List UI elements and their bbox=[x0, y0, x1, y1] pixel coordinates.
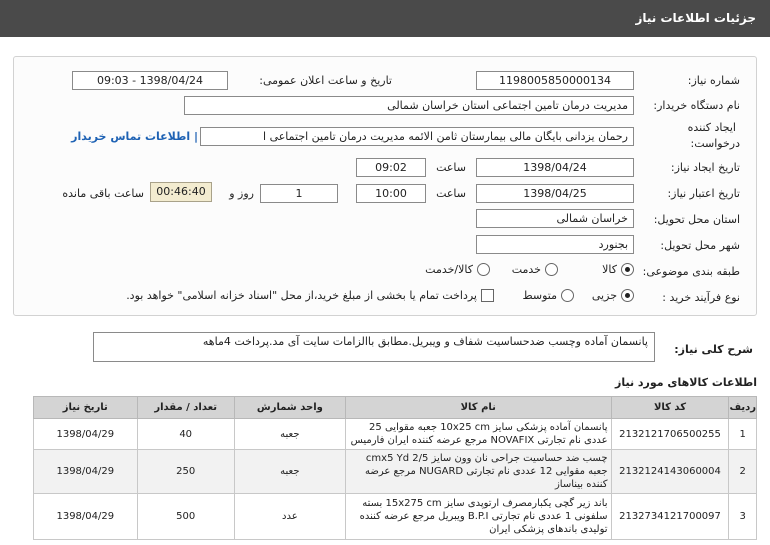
process-option-medium[interactable] bbox=[522, 289, 574, 302]
row-index: 2 bbox=[729, 450, 757, 494]
treasury-payment-note: پرداخت تمام یا بخشی از مبلغ خرید،از محل "اسناد خزانه اسلامی" خواهد بود. bbox=[126, 289, 477, 302]
item-name: پانسمان آماده پزشکی سایز 10x25 cm جعبه مقوایی 25 عددی نام تجارتی NOVAFIX مرجع عرضه کننده ایران فارمیس bbox=[345, 419, 611, 450]
page-title: جزئیات اطلاعات نیاز bbox=[635, 11, 756, 25]
announce-datetime-label: تاریخ و ساعت اعلان عمومی: bbox=[259, 74, 392, 87]
item-unit: جعبه bbox=[234, 419, 345, 450]
create-date-label: تاریخ ایجاد نیاز: bbox=[670, 161, 740, 174]
process-label: نوع فرآیند خرید : bbox=[662, 291, 740, 304]
category-label: طبقه بندی موضوعی: bbox=[642, 265, 740, 278]
validity-date-label: تاریخ اعتبار نیاز: bbox=[667, 187, 740, 200]
radio-empty-icon bbox=[477, 263, 490, 276]
col-unit: واحد شمارش bbox=[234, 397, 345, 419]
remaining-days-field: 1 bbox=[260, 184, 338, 203]
category-option-goods-service[interactable] bbox=[425, 263, 490, 276]
category-option-service[interactable] bbox=[512, 263, 558, 276]
item-date: 1398/04/29 bbox=[34, 494, 138, 540]
creator-label-line1: ایجاد کننده bbox=[687, 121, 736, 134]
city-field: بجنورد bbox=[476, 235, 634, 254]
buyer-contact-link-text: اطلاعات تماس خریدار bbox=[71, 130, 191, 143]
item-name: باند زیر گچی یکبارمصرف ارتوپدی سایز 15x275 cm بسته سلفونی 1 عددی نام تجارتی B.P.I ویبریل مرجع عرضه کننده تولیدی باندهای پزشکی ایران bbox=[345, 494, 611, 540]
description-label: شرح کلی نیاز: bbox=[674, 343, 753, 356]
table-row bbox=[34, 494, 757, 540]
description-box: پانسمان آماده وچسب ضدحساسیت شفاف و ویبریل.مطابق باالزامات سایت آی مد.پرداخت 4ماهه bbox=[93, 332, 655, 362]
validity-date-field: 1398/04/25 bbox=[476, 184, 634, 203]
item-unit: جعبه bbox=[234, 450, 345, 494]
province-label: استان محل تحویل: bbox=[653, 213, 740, 226]
process-option-medium-label: متوسط bbox=[522, 289, 557, 302]
province-field: خراسان شمالی bbox=[476, 209, 634, 228]
item-qty: 40 bbox=[137, 419, 234, 450]
radio-empty-icon bbox=[561, 289, 574, 302]
item-code: 2132121706500255 bbox=[611, 419, 729, 450]
radio-selected-icon bbox=[621, 289, 634, 302]
item-qty: 250 bbox=[137, 450, 234, 494]
item-unit: عدد bbox=[234, 494, 345, 540]
days-label: روز و bbox=[229, 187, 254, 200]
items-table bbox=[33, 396, 757, 540]
process-option-minor[interactable] bbox=[592, 289, 634, 302]
page-header bbox=[0, 0, 770, 37]
table-row bbox=[34, 450, 757, 494]
col-name: نام کالا bbox=[345, 397, 611, 419]
need-number-field: 1198005850000134 bbox=[476, 71, 634, 90]
category-option-goods-label: کالا bbox=[602, 263, 617, 276]
radio-selected-icon bbox=[621, 263, 634, 276]
col-date: تاریخ نیاز bbox=[34, 397, 138, 419]
process-option-minor-label: جزیی bbox=[591, 289, 617, 302]
items-section-title: اطلاعات کالاهای مورد نیاز bbox=[615, 376, 757, 389]
category-option-service-label: خدمت bbox=[511, 263, 541, 276]
create-time-field: 09:02 bbox=[356, 158, 426, 177]
create-date-field: 1398/04/24 bbox=[476, 158, 634, 177]
creator-label-line2: درخواست: bbox=[690, 137, 740, 150]
treasury-payment-option[interactable] bbox=[126, 289, 494, 302]
item-qty: 500 bbox=[137, 494, 234, 540]
radio-empty-icon bbox=[545, 263, 558, 276]
item-date: 1398/04/29 bbox=[34, 419, 138, 450]
city-label: شهر محل تحویل: bbox=[660, 239, 740, 252]
description-section bbox=[13, 327, 757, 366]
buyer-field: مدیریت درمان تامین اجتماعی استان خراسان شمالی bbox=[184, 96, 634, 115]
item-name: چسب ضد حساسیت جراحی نان وون سایز cmx5 Yd 2/5 جعبه مقوایی 12 عددی نام تجارتی NUGARD مرجع عرضه کننده بیناساز bbox=[345, 450, 611, 494]
remaining-time-field: 00:46:40 bbox=[150, 182, 212, 202]
item-code: 2132734121700097 bbox=[611, 494, 729, 540]
item-code: 2132124143060004 bbox=[611, 450, 729, 494]
col-qty: تعداد / مقدار bbox=[137, 397, 234, 419]
items-table-header bbox=[34, 397, 757, 419]
validity-time-label: ساعت bbox=[436, 187, 466, 200]
table-row bbox=[34, 419, 757, 450]
checkbox-icon bbox=[481, 289, 494, 302]
creator-field: رحمان یزدانی بایگان مالی بیمارستان ثامن الائمه مدیریت درمان تامین اجتماعی ا bbox=[200, 127, 634, 146]
need-details-panel bbox=[13, 56, 757, 316]
row-index: 1 bbox=[729, 419, 757, 450]
announce-datetime-field: 1398/04/24 - 09:03 bbox=[72, 71, 228, 90]
col-code: کد کالا bbox=[611, 397, 729, 419]
row-index: 3 bbox=[729, 494, 757, 540]
item-date: 1398/04/29 bbox=[34, 450, 138, 494]
buyer-label: نام دستگاه خریدار: bbox=[653, 99, 740, 112]
buyer-contact-link[interactable]: | اطلاعات تماس خریدار bbox=[71, 130, 198, 143]
category-option-goods-service-label: کالا/خدمت bbox=[425, 263, 473, 276]
category-option-goods[interactable] bbox=[602, 263, 634, 276]
create-time-label: ساعت bbox=[436, 161, 466, 174]
col-row: ردیف bbox=[729, 397, 757, 419]
validity-time-field: 10:00 bbox=[356, 184, 426, 203]
need-number-label: شماره نیاز: bbox=[687, 74, 740, 87]
remaining-time-label: ساعت باقی مانده bbox=[62, 187, 144, 200]
